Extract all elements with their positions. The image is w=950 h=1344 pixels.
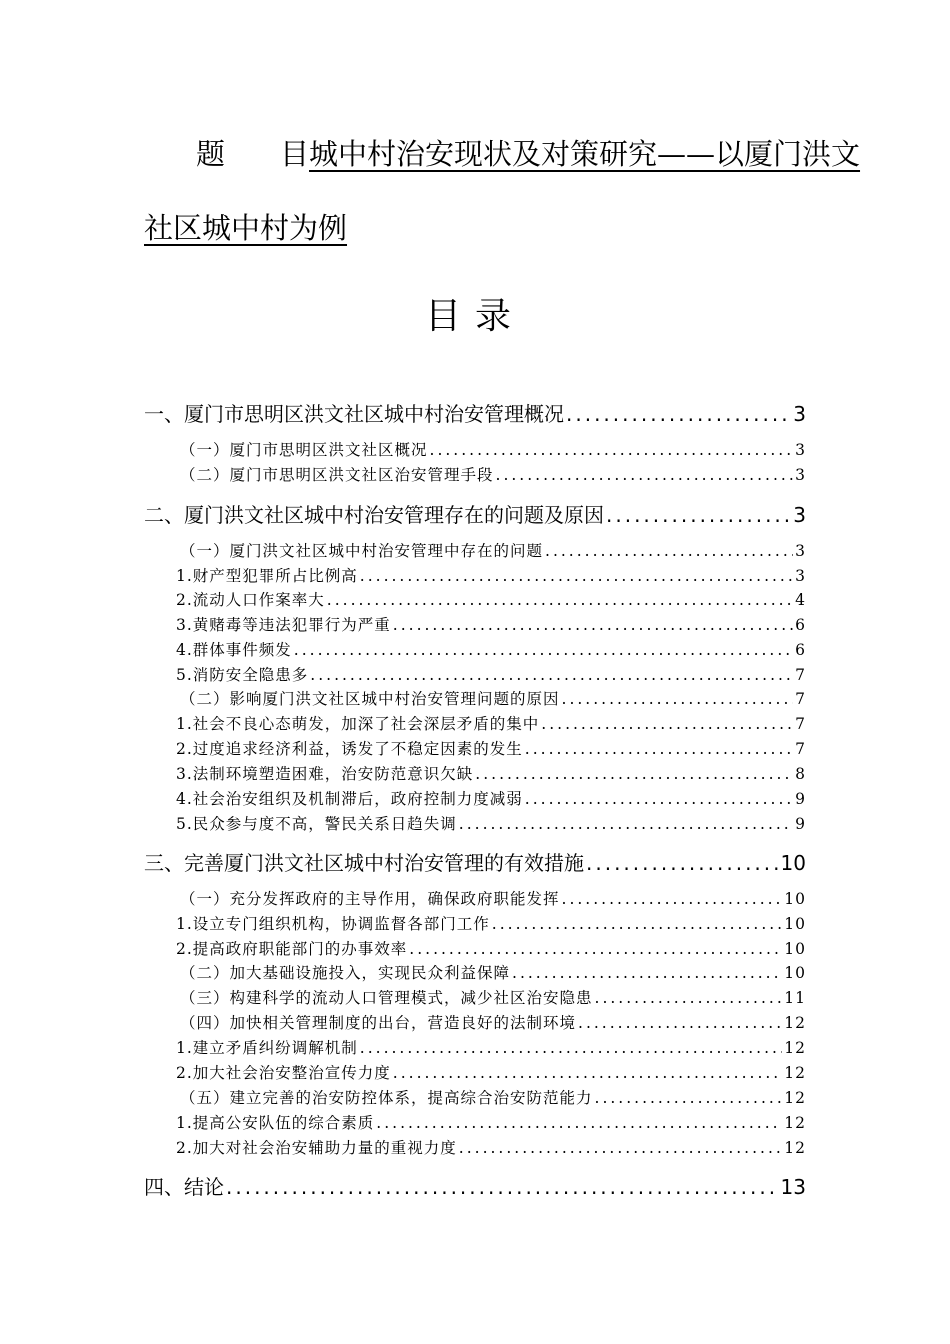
toc-entry[interactable] — [144, 1170, 806, 1204]
toc-leader-dots — [393, 613, 793, 637]
toc-entry-title: （一）厦门洪文社区城中村治安管理中存在的问题 — [180, 542, 544, 560]
toc-page-number: 3 — [795, 441, 806, 459]
toc-page-number: 3 — [795, 567, 806, 585]
toc-leader-dots — [430, 438, 794, 462]
toc-leader-dots — [525, 737, 793, 761]
toc-leader-dots — [393, 1061, 782, 1085]
toc-leader-dots — [606, 498, 791, 532]
thesis-topic-line-2: 社区城中村为例 — [144, 211, 348, 245]
toc-entry-title: 3.法制环境塑造困难，治安防范意识欠缺 — [176, 765, 474, 783]
toc-entry[interactable] — [180, 961, 806, 985]
toc-entry[interactable] — [180, 1011, 806, 1035]
toc-entry[interactable] — [176, 1111, 806, 1135]
toc-heading: 目录 — [424, 296, 525, 337]
toc-entry-title: 1.社会不良心态萌发，加深了社会深层矛盾的集中 — [176, 715, 540, 733]
toc-entry[interactable] — [176, 1061, 806, 1085]
toc-leader-dots — [541, 712, 793, 736]
toc-page-number: 13 — [780, 1175, 806, 1199]
toc-page-number: 10 — [780, 851, 806, 875]
toc-page-number: 12 — [784, 1139, 806, 1157]
toc-entry[interactable] — [180, 986, 806, 1010]
toc-entry-title: （三）构建科学的流动人口管理模式，减少社区治安隐患 — [180, 989, 593, 1007]
toc-leader-dots — [566, 397, 791, 431]
toc-entry-title: （二）加大基础设施投入，实现民众利益保障 — [180, 964, 511, 982]
toc-page-number: 4 — [795, 591, 806, 609]
toc-entry-title: 1.设立专门组织机构，协调监督各部门工作 — [176, 915, 490, 933]
toc-entry[interactable] — [176, 912, 806, 936]
toc-entry-title: （二）影响厦门洪文社区城中村治安管理问题的原因 — [180, 690, 560, 708]
toc-entry[interactable] — [176, 638, 806, 662]
toc-entry-title: 4.社会治安组织及机制滞后，政府控制力度减弱 — [176, 790, 523, 808]
thesis-topic-line-1: 城中村治安现状及对策研究——以厦门洪文 — [309, 137, 861, 171]
toc-entry[interactable] — [180, 438, 806, 462]
toc-leader-dots — [512, 961, 782, 985]
toc-entry[interactable] — [176, 663, 806, 687]
toc-leader-dots — [310, 663, 793, 687]
toc-page-number: 12 — [784, 1014, 806, 1032]
toc-leader-dots — [360, 1036, 782, 1060]
toc-entry[interactable] — [144, 498, 806, 532]
toc-entry[interactable] — [144, 846, 806, 880]
toc-leader-dots — [595, 986, 783, 1010]
toc-page-number: 3 — [793, 503, 806, 527]
toc-entry[interactable] — [176, 588, 806, 612]
thesis-title-line-1 — [196, 132, 861, 176]
toc-page-number: 8 — [795, 765, 806, 783]
toc-page-number: 3 — [795, 466, 806, 484]
toc-entry[interactable] — [180, 1086, 806, 1110]
toc-entry[interactable] — [180, 463, 806, 487]
toc-page-number: 7 — [795, 690, 806, 708]
toc-entry[interactable] — [176, 937, 806, 961]
toc-page-number: 12 — [784, 1114, 806, 1132]
toc-page-number: 11 — [784, 989, 806, 1007]
toc-page-number: 7 — [795, 740, 806, 758]
toc-page-number: 7 — [795, 666, 806, 684]
toc-leader-dots — [376, 1111, 782, 1135]
toc-leader-dots — [496, 463, 794, 487]
toc-entry-title: 4.群体事件频发 — [176, 641, 292, 659]
toc-page-number: 6 — [795, 616, 806, 634]
toc-leader-dots — [562, 887, 783, 911]
toc-entry[interactable] — [176, 787, 806, 811]
toc-entry[interactable] — [176, 1136, 806, 1160]
toc-entry[interactable] — [176, 1036, 806, 1060]
toc-leader-dots — [360, 564, 793, 588]
toc-entry-title: 2.过度追求经济利益，诱发了不稳定因素的发生 — [176, 740, 523, 758]
toc-entry-title: 一、厦门市思明区洪文社区城中村治安管理概况 — [144, 402, 564, 426]
toc-entry-title: 二、厦门洪文社区城中村治安管理存在的问题及原因 — [144, 503, 604, 527]
toc-leader-dots — [595, 1086, 783, 1110]
toc-entry-title: 三、完善厦门洪文社区城中村治安管理的有效措施 — [144, 851, 584, 875]
toc-leader-dots — [327, 588, 793, 612]
toc-entry-title: 2.流动人口作案率大 — [176, 591, 325, 609]
toc-page-number: 7 — [795, 715, 806, 733]
toc-entry-title: 四、结论 — [144, 1175, 224, 1199]
toc-entry[interactable] — [180, 887, 806, 911]
toc-leader-dots — [545, 539, 793, 563]
toc-entry-title: （一）充分发挥政府的主导作用，确保政府职能发挥 — [180, 890, 560, 908]
toc-entry[interactable] — [180, 539, 806, 563]
toc-leader-dots — [459, 1136, 782, 1160]
toc-entry-title: （二）厦门市思明区洪文社区治安管理手段 — [180, 466, 494, 484]
toc-page-number: 6 — [795, 641, 806, 659]
toc-leader-dots — [562, 687, 794, 711]
toc-leader-dots — [409, 937, 782, 961]
toc-page-number: 9 — [795, 815, 806, 833]
toc-page-number: 12 — [784, 1064, 806, 1082]
toc-entry[interactable] — [176, 737, 806, 761]
toc-entry-title: （四）加快相关管理制度的出台，营造良好的法制环境 — [180, 1014, 577, 1032]
toc-entry-title: 2.加大社会治安整治宣传力度 — [176, 1064, 391, 1082]
toc-entry[interactable] — [176, 812, 806, 836]
toc-entry-title: 1.财产型犯罪所占比例高 — [176, 567, 358, 585]
toc-page-number: 10 — [784, 890, 806, 908]
toc-entry-title: 5.民众参与度不高，警民关系日趋失调 — [176, 815, 457, 833]
toc-page-number: 10 — [784, 964, 806, 982]
toc-page-number: 12 — [784, 1039, 806, 1057]
toc-entry-title: 5.消防安全隐患多 — [176, 666, 309, 684]
title-label-part-2: 目 — [280, 137, 310, 171]
toc-entry[interactable] — [176, 613, 806, 637]
toc-leader-dots — [294, 638, 793, 662]
toc-entry[interactable] — [176, 762, 806, 786]
toc-page-number: 3 — [793, 402, 806, 426]
toc-entry[interactable] — [176, 564, 806, 588]
toc-page-number: 3 — [795, 542, 806, 560]
toc-leader-dots — [459, 812, 793, 836]
toc-leader-dots — [525, 787, 793, 811]
toc-entry-title: 3.黄赌毒等违法犯罪行为严重 — [176, 616, 391, 634]
toc-entry-title: 1.提高公安队伍的综合素质 — [176, 1114, 375, 1132]
title-label-part-1: 题 — [196, 137, 226, 171]
toc-page-number: 10 — [784, 940, 806, 958]
toc-leader-dots — [475, 762, 793, 786]
toc-entry-title: 2.加大对社会治安辅助力量的重视力度 — [176, 1139, 457, 1157]
toc-leader-dots — [586, 846, 779, 880]
toc-leader-dots — [492, 912, 782, 936]
toc-page-number: 10 — [784, 915, 806, 933]
toc-leader-dots — [226, 1170, 779, 1204]
toc-entry[interactable] — [144, 397, 806, 431]
toc-leader-dots — [578, 1011, 782, 1035]
toc-page-number: 12 — [784, 1089, 806, 1107]
toc-entry-title: 2.提高政府职能部门的办事效率 — [176, 940, 408, 958]
thesis-title-line-2 — [144, 206, 359, 250]
toc-entry[interactable] — [180, 687, 806, 711]
toc-entry-title: （一）厦门市思明区洪文社区概况 — [180, 441, 428, 459]
toc-entry-title: （五）建立完善的治安防控体系，提高综合治安防范能力 — [180, 1089, 593, 1107]
toc-entry[interactable] — [176, 712, 806, 736]
toc-page-number: 9 — [795, 790, 806, 808]
toc-entry-title: 1.建立矛盾纠纷调解机制 — [176, 1039, 358, 1057]
